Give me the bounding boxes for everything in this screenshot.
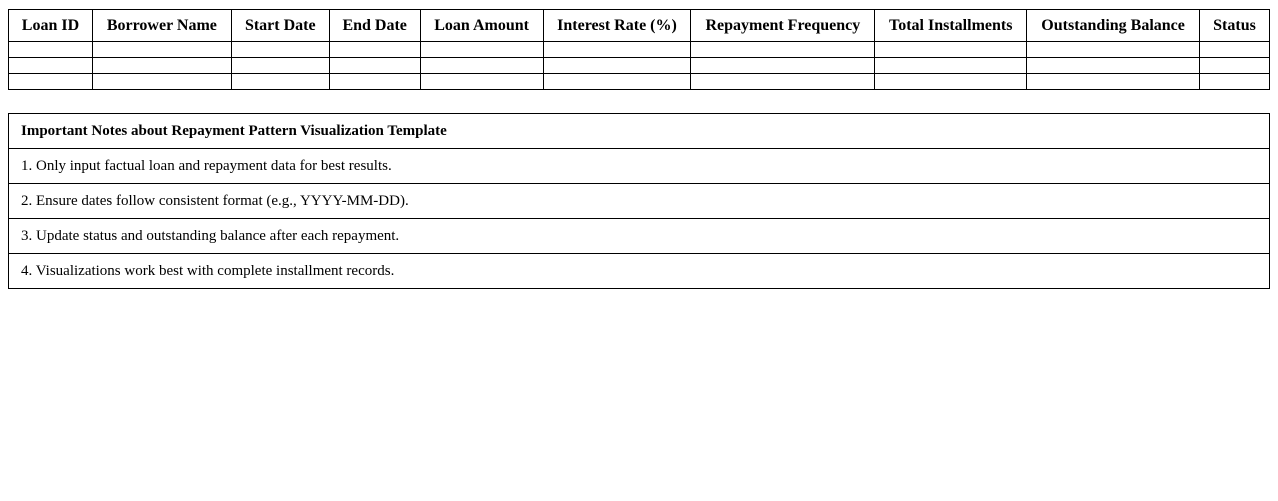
note-item: 2. Ensure dates follow consistent format (e.g., YYYY-MM-DD). (9, 184, 1270, 219)
cell-borrower-name[interactable] (92, 42, 231, 58)
cell-interest-rate[interactable] (543, 74, 691, 90)
cell-end-date[interactable] (329, 58, 420, 74)
loan-table-row (9, 58, 1270, 74)
notes-row (9, 219, 1270, 254)
loan-table (8, 9, 1270, 90)
cell-interest-rate[interactable] (543, 42, 691, 58)
cell-end-date[interactable] (329, 42, 420, 58)
cell-outstanding-balance[interactable] (1027, 74, 1200, 90)
notes-table (8, 113, 1270, 289)
notes-row (9, 184, 1270, 219)
cell-end-date[interactable] (329, 74, 420, 90)
notes-title: Important Notes about Repayment Pattern Visualization Template (9, 114, 1270, 149)
note-item: 4. Visualizations work best with complete installment records. (9, 254, 1270, 289)
header-interest-rate: Interest Rate (%) (543, 10, 691, 42)
cell-loan-id[interactable] (9, 42, 93, 58)
cell-start-date[interactable] (231, 58, 329, 74)
cell-repayment-frequency[interactable] (691, 58, 875, 74)
cell-total-installments[interactable] (875, 58, 1027, 74)
header-outstanding-balance: Outstanding Balance (1027, 10, 1200, 42)
cell-loan-id[interactable] (9, 58, 93, 74)
loan-table-row (9, 42, 1270, 58)
notes-row (9, 254, 1270, 289)
cell-loan-amount[interactable] (420, 74, 543, 90)
note-item: 3. Update status and outstanding balance after each repayment. (9, 219, 1270, 254)
note-item: 1. Only input factual loan and repayment data for best results. (9, 149, 1270, 184)
cell-start-date[interactable] (231, 42, 329, 58)
header-borrower-name: Borrower Name (92, 10, 231, 42)
header-loan-amount: Loan Amount (420, 10, 543, 42)
notes-row (9, 149, 1270, 184)
cell-total-installments[interactable] (875, 42, 1027, 58)
cell-start-date[interactable] (231, 74, 329, 90)
cell-total-installments[interactable] (875, 74, 1027, 90)
cell-repayment-frequency[interactable] (691, 74, 875, 90)
cell-outstanding-balance[interactable] (1027, 42, 1200, 58)
cell-loan-amount[interactable] (420, 58, 543, 74)
cell-outstanding-balance[interactable] (1027, 58, 1200, 74)
header-end-date: End Date (329, 10, 420, 42)
notes-title-row (9, 114, 1270, 149)
header-total-installments: Total Installments (875, 10, 1027, 42)
cell-status[interactable] (1200, 42, 1270, 58)
cell-loan-amount[interactable] (420, 42, 543, 58)
header-loan-id: Loan ID (9, 10, 93, 42)
cell-status[interactable] (1200, 74, 1270, 90)
cell-repayment-frequency[interactable] (691, 42, 875, 58)
cell-loan-id[interactable] (9, 74, 93, 90)
header-status: Status (1200, 10, 1270, 42)
cell-borrower-name[interactable] (92, 58, 231, 74)
cell-borrower-name[interactable] (92, 74, 231, 90)
header-repayment-frequency: Repayment Frequency (691, 10, 875, 42)
cell-interest-rate[interactable] (543, 58, 691, 74)
loan-table-header-row (9, 10, 1270, 42)
cell-status[interactable] (1200, 58, 1270, 74)
loan-table-row (9, 74, 1270, 90)
header-start-date: Start Date (231, 10, 329, 42)
